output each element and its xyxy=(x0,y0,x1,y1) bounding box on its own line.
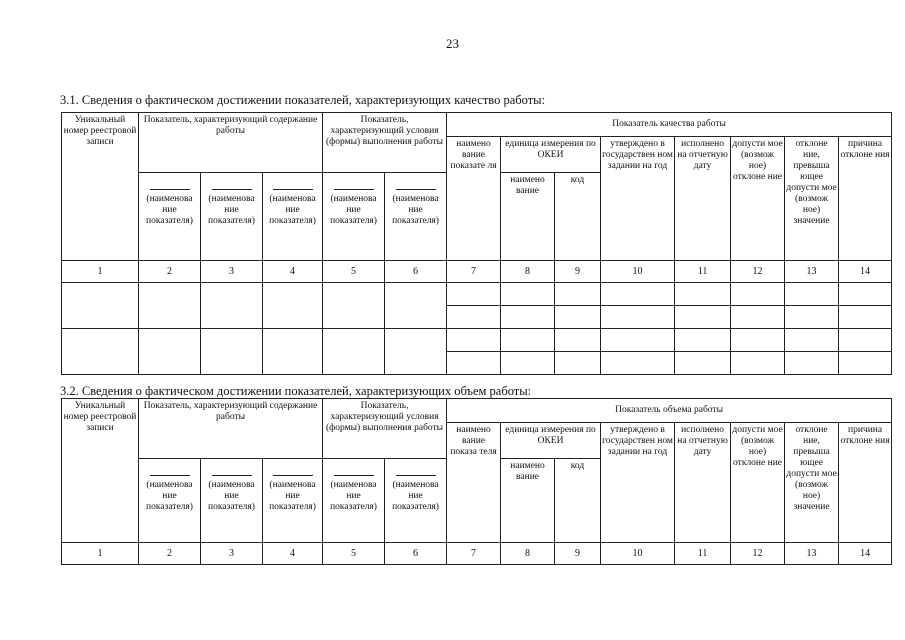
header-deviation-reason: причина отклоне ния xyxy=(839,423,892,543)
table-cell xyxy=(839,352,892,375)
header-unit-name: наимено вание xyxy=(501,173,555,261)
column-number: 14 xyxy=(839,261,892,283)
table-cell xyxy=(839,329,892,352)
column-number: 3 xyxy=(201,543,263,565)
column-number: 1 xyxy=(62,261,139,283)
header-unit-name: наимено вание xyxy=(501,459,555,543)
table-cell xyxy=(555,329,601,352)
table-cell xyxy=(323,329,385,375)
table-cell xyxy=(785,352,839,375)
header-allowed-deviation: допусти мое (возмож ное) отклоне ние xyxy=(731,423,785,543)
header-unit-code: код xyxy=(555,173,601,261)
table-cell xyxy=(555,352,601,375)
table-cell xyxy=(601,329,675,352)
table-cell xyxy=(201,329,263,375)
header-deviation-exceeding: отклоне ние, превыша ющее допусти мое (возмож ное) значение xyxy=(785,137,839,261)
sub-header-name: (наименова ние показателя) xyxy=(323,459,385,543)
header-unique-number: Уникальный номер реестровой записи xyxy=(62,399,139,543)
header-unit-group: единица измерения по ОКЕИ xyxy=(501,137,601,173)
column-number: 4 xyxy=(263,543,323,565)
sub-header-name: (наименова ние показателя) xyxy=(385,459,447,543)
table-cell xyxy=(785,329,839,352)
header-indicator-group: Показатель объема работы xyxy=(447,399,892,423)
sub-header-name: (наименова ние показателя) xyxy=(201,173,263,261)
table-cell xyxy=(139,283,201,329)
table-cell xyxy=(263,283,323,329)
table-cell xyxy=(731,306,785,329)
table-cell xyxy=(385,283,447,329)
table-cell xyxy=(675,329,731,352)
table-cell xyxy=(501,283,555,306)
table-cell xyxy=(447,329,501,352)
table-cell xyxy=(385,329,447,375)
table-cell xyxy=(675,352,731,375)
table-cell xyxy=(501,306,555,329)
table-cell xyxy=(601,352,675,375)
column-number: 10 xyxy=(601,261,675,283)
column-number: 6 xyxy=(385,543,447,565)
header-indicator-name: наимено вание показа теля xyxy=(447,423,501,543)
column-number: 8 xyxy=(501,261,555,283)
quality-indicators-table xyxy=(61,112,892,375)
table-cell xyxy=(675,283,731,306)
sub-header-name: (наименова ние показателя) xyxy=(139,459,201,543)
column-number: 4 xyxy=(263,261,323,283)
table-cell xyxy=(731,329,785,352)
header-unique-number: Уникальный номер реестровой записи xyxy=(62,113,139,261)
table-cell xyxy=(323,283,385,329)
table-cell xyxy=(62,283,139,329)
header-deviation-exceeding: отклоне ние, превыша ющее допусти мое (возмож ное) значение xyxy=(785,423,839,543)
section-title-quality: 3.1. Сведения о фактическом достижении показателей, характеризующих качество работы: xyxy=(60,93,546,107)
table-cell xyxy=(839,283,892,306)
table-cell xyxy=(447,306,501,329)
table-cell xyxy=(785,283,839,306)
table-cell xyxy=(447,352,501,375)
column-number: 12 xyxy=(731,261,785,283)
column-number: 5 xyxy=(323,543,385,565)
column-number: 7 xyxy=(447,543,501,565)
header-unit-group: единица измерения по ОКЕИ xyxy=(501,423,601,459)
column-number: 11 xyxy=(675,261,731,283)
table-cell xyxy=(731,283,785,306)
sub-header-name: (наименова ние показателя) xyxy=(263,459,323,543)
header-approved: утверждено в государствен ном задании на год xyxy=(601,137,675,261)
header-work-conditions: Показатель, характеризующий условия (формы) выполнения работы xyxy=(323,399,447,459)
header-approved: утверждено в государствен ном задании на год xyxy=(601,423,675,543)
header-work-content: Показатель, характеризующий содержание работы xyxy=(139,399,323,459)
header-executed: исполнено на отчетную дату xyxy=(675,423,731,543)
column-number: 5 xyxy=(323,261,385,283)
column-number: 2 xyxy=(139,261,201,283)
header-allowed-deviation: допусти мое (возмож ное) отклоне ние xyxy=(731,137,785,261)
table-cell xyxy=(675,306,731,329)
volume-indicators-table xyxy=(61,398,892,565)
column-number: 2 xyxy=(139,543,201,565)
column-number: 14 xyxy=(839,543,892,565)
column-number: 12 xyxy=(731,543,785,565)
sub-header-name: (наименова ние показателя) xyxy=(139,173,201,261)
column-number: 9 xyxy=(555,543,601,565)
table-cell xyxy=(447,283,501,306)
table-cell xyxy=(62,329,139,375)
header-unit-code: код xyxy=(555,459,601,543)
column-number: 13 xyxy=(785,261,839,283)
header-indicator-group: Показатель качества работы xyxy=(447,113,892,137)
column-number: 13 xyxy=(785,543,839,565)
table-cell xyxy=(839,306,892,329)
header-work-conditions: Показатель, характеризующий условия (формы) выполнения работы xyxy=(323,113,447,173)
column-number: 8 xyxy=(501,543,555,565)
table-cell xyxy=(501,329,555,352)
column-number: 10 xyxy=(601,543,675,565)
column-number: 11 xyxy=(675,543,731,565)
table-cell xyxy=(731,352,785,375)
header-indicator-name: наимено вание показате ля xyxy=(447,137,501,261)
column-number: 6 xyxy=(385,261,447,283)
table-cell xyxy=(501,352,555,375)
table-cell xyxy=(601,283,675,306)
page-number: 23 xyxy=(446,36,459,51)
table-cell xyxy=(263,329,323,375)
sub-header-name: (наименова ние показателя) xyxy=(323,173,385,261)
section-title-volume: 3.2. Сведения о фактическом достижении показателей, характеризующих объем работы: xyxy=(60,384,532,398)
table-cell xyxy=(785,306,839,329)
table-cell xyxy=(555,306,601,329)
column-number: 3 xyxy=(201,261,263,283)
column-number: 9 xyxy=(555,261,601,283)
table-cell xyxy=(139,329,201,375)
column-number: 7 xyxy=(447,261,501,283)
sub-header-name: (наименова ние показателя) xyxy=(385,173,447,261)
sub-header-name: (наименова ние показателя) xyxy=(201,459,263,543)
column-number: 1 xyxy=(62,543,139,565)
header-deviation-reason: причина отклоне ния xyxy=(839,137,892,261)
table-cell xyxy=(555,283,601,306)
header-executed: исполнено на отчетную дату xyxy=(675,137,731,261)
header-work-content: Показатель, характеризующий содержание работы xyxy=(139,113,323,173)
sub-header-name: (наименова ние показателя) xyxy=(263,173,323,261)
table-cell xyxy=(601,306,675,329)
table-cell xyxy=(201,283,263,329)
